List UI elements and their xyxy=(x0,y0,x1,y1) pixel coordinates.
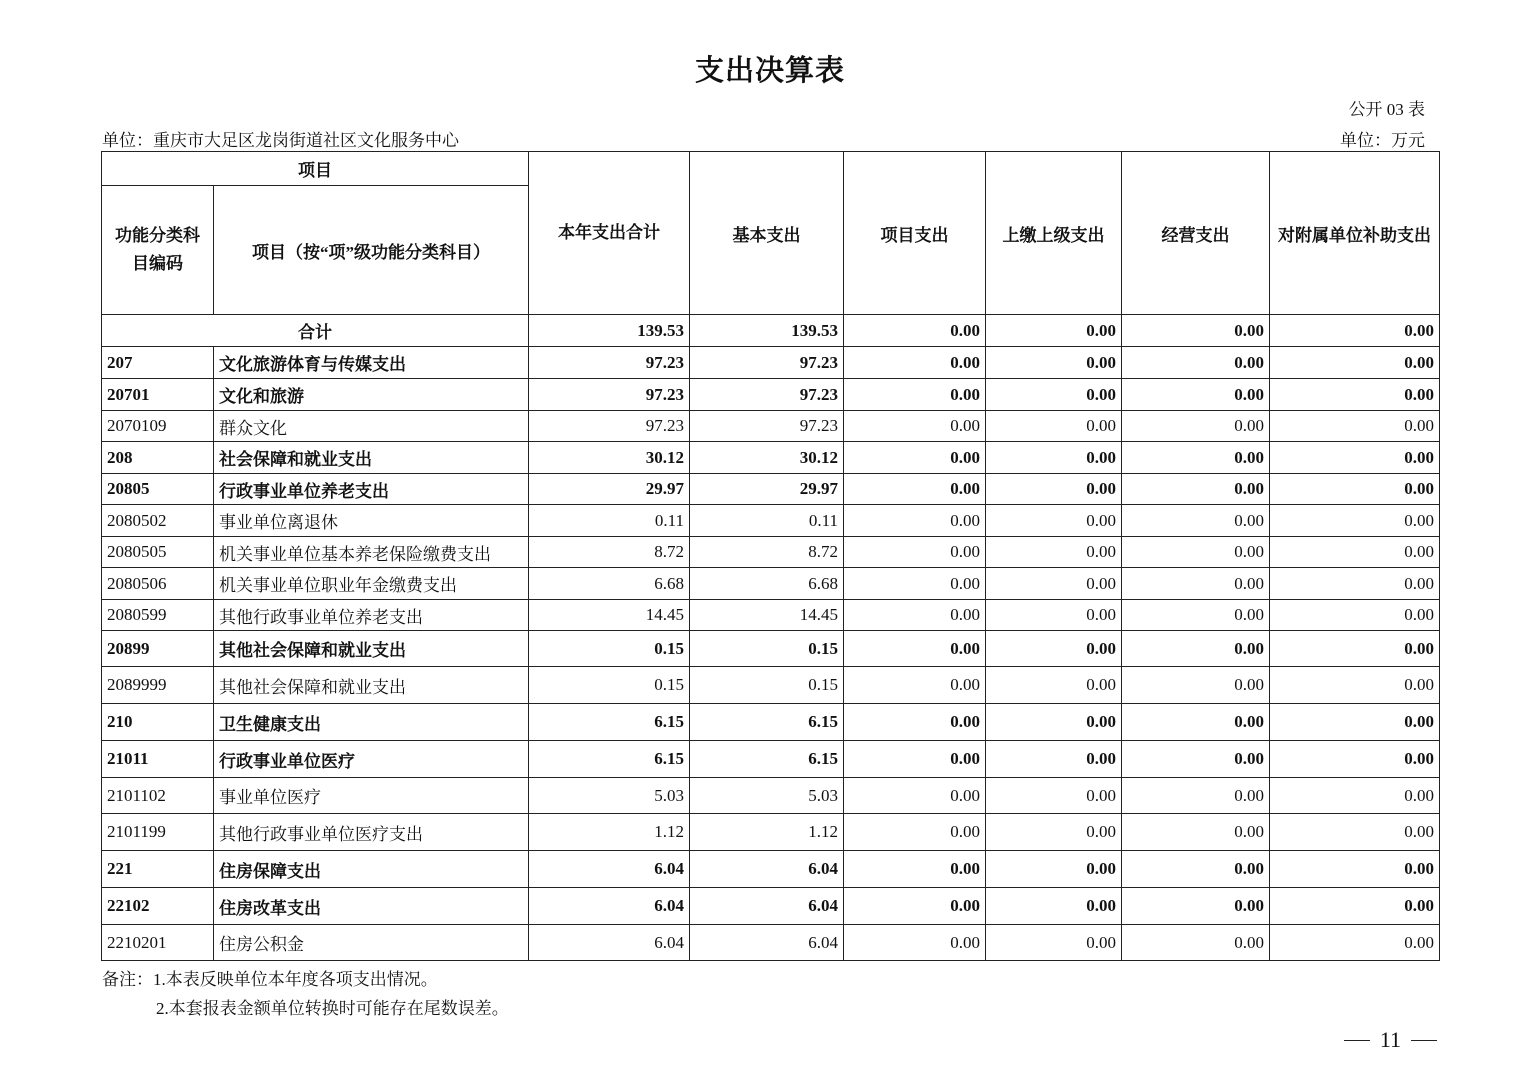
amount-cell: 1.12 xyxy=(529,814,690,851)
amount-cell: 0.00 xyxy=(1270,600,1440,631)
total-cell: 0.00 xyxy=(844,315,986,347)
header-basic-expenditure: 基本支出 xyxy=(690,152,844,315)
total-cell: 0.00 xyxy=(1270,315,1440,347)
currency-unit: 单位：万元 xyxy=(1340,131,1425,150)
amount-cell: 0.00 xyxy=(1270,442,1440,474)
amount-cell: 0.00 xyxy=(844,704,986,741)
amount-cell: 0.15 xyxy=(690,667,844,704)
amount-cell: 1.12 xyxy=(690,814,844,851)
amount-cell: 0.00 xyxy=(1270,631,1440,667)
amount-cell: 0.00 xyxy=(986,888,1122,925)
notes xyxy=(102,965,509,1023)
header-function-code: 功能分类科目编码 xyxy=(102,186,214,315)
amount-cell: 8.72 xyxy=(690,537,844,568)
expenditure-table xyxy=(101,151,1440,961)
amount-cell: 0.00 xyxy=(1122,442,1270,474)
amount-cell: 6.68 xyxy=(690,568,844,600)
amount-cell: 5.03 xyxy=(529,778,690,814)
amount-cell: 0.00 xyxy=(986,568,1122,600)
item-name-cell: 其他行政事业单位医疗支出 xyxy=(214,814,529,851)
amount-cell: 0.15 xyxy=(529,631,690,667)
amount-cell: 14.45 xyxy=(529,600,690,631)
total-cell: 0.00 xyxy=(1122,315,1270,347)
amount-cell: 0.00 xyxy=(1270,537,1440,568)
amount-cell: 0.00 xyxy=(1270,925,1440,961)
total-cell: 0.00 xyxy=(986,315,1122,347)
amount-cell: 0.00 xyxy=(844,505,986,537)
item-name-cell: 其他社会保障和就业支出 xyxy=(214,631,529,667)
table-row xyxy=(102,631,1440,667)
function-code-cell: 21011 xyxy=(102,741,214,778)
amount-cell: 0.00 xyxy=(986,778,1122,814)
amount-cell: 0.00 xyxy=(986,851,1122,888)
amount-cell: 6.15 xyxy=(529,741,690,778)
amount-cell: 29.97 xyxy=(529,474,690,505)
function-code-cell: 20899 xyxy=(102,631,214,667)
amount-cell: 6.04 xyxy=(529,925,690,961)
item-name-cell: 事业单位医疗 xyxy=(214,778,529,814)
amount-cell: 97.23 xyxy=(529,347,690,379)
amount-cell: 6.15 xyxy=(690,741,844,778)
amount-cell: 0.00 xyxy=(1270,778,1440,814)
form-number: 公开 03 表 xyxy=(1348,100,1425,119)
amount-cell: 30.12 xyxy=(529,442,690,474)
amount-cell: 0.00 xyxy=(1122,537,1270,568)
amount-cell: 0.00 xyxy=(986,474,1122,505)
amount-cell: 0.00 xyxy=(986,600,1122,631)
amount-cell: 6.04 xyxy=(690,925,844,961)
amount-cell: 0.00 xyxy=(1270,704,1440,741)
amount-cell: 0.00 xyxy=(844,778,986,814)
item-name-cell: 住房公积金 xyxy=(214,925,529,961)
header-project: 项目 xyxy=(102,152,529,186)
amount-cell: 0.11 xyxy=(529,505,690,537)
amount-cell: 0.00 xyxy=(844,888,986,925)
amount-cell: 6.04 xyxy=(529,888,690,925)
amount-cell: 0.00 xyxy=(844,537,986,568)
item-name-cell: 机关事业单位职业年金缴费支出 xyxy=(214,568,529,600)
item-name-cell: 文化旅游体育与传媒支出 xyxy=(214,347,529,379)
item-name-cell: 卫生健康支出 xyxy=(214,704,529,741)
item-name-cell: 其他行政事业单位养老支出 xyxy=(214,600,529,631)
amount-cell: 0.00 xyxy=(986,411,1122,442)
amount-cell: 5.03 xyxy=(690,778,844,814)
amount-cell: 0.00 xyxy=(986,347,1122,379)
amount-cell: 0.00 xyxy=(1270,568,1440,600)
amount-cell: 6.04 xyxy=(529,851,690,888)
page-title: 支出决算表 xyxy=(694,55,845,87)
amount-cell: 0.00 xyxy=(1122,888,1270,925)
amount-cell: 0.00 xyxy=(844,667,986,704)
function-code-cell: 2080599 xyxy=(102,600,214,631)
amount-cell: 6.15 xyxy=(690,704,844,741)
amount-cell: 0.00 xyxy=(1270,347,1440,379)
amount-cell: 6.15 xyxy=(529,704,690,741)
function-code-cell: 20805 xyxy=(102,474,214,505)
function-code-cell: 20701 xyxy=(102,379,214,411)
amount-cell: 0.15 xyxy=(690,631,844,667)
reporting-unit: 单位：重庆市大足区龙岗街道社区文化服务中心 xyxy=(102,131,459,150)
total-row xyxy=(102,315,1440,347)
amount-cell: 0.00 xyxy=(1270,667,1440,704)
dash-left xyxy=(1344,1040,1370,1041)
amount-cell: 0.00 xyxy=(1122,741,1270,778)
page-number-text: 11 xyxy=(1379,1027,1401,1052)
table-row xyxy=(102,814,1440,851)
table-row xyxy=(102,474,1440,505)
amount-cell: 97.23 xyxy=(529,411,690,442)
page-number xyxy=(1344,1027,1437,1053)
amount-cell: 0.00 xyxy=(986,379,1122,411)
amount-cell: 0.00 xyxy=(844,347,986,379)
amount-cell: 0.00 xyxy=(1122,474,1270,505)
dash-right xyxy=(1411,1040,1437,1041)
table-row xyxy=(102,925,1440,961)
function-code-cell: 2080502 xyxy=(102,505,214,537)
amount-cell: 0.00 xyxy=(986,442,1122,474)
amount-cell: 0.00 xyxy=(1122,814,1270,851)
function-code-cell: 221 xyxy=(102,851,214,888)
amount-cell: 0.00 xyxy=(1122,778,1270,814)
item-name-cell: 行政事业单位医疗 xyxy=(214,741,529,778)
amount-cell: 0.00 xyxy=(844,568,986,600)
item-name-cell: 其他社会保障和就业支出 xyxy=(214,667,529,704)
amount-cell: 0.00 xyxy=(1270,741,1440,778)
amount-cell: 6.68 xyxy=(529,568,690,600)
amount-cell: 0.00 xyxy=(1122,379,1270,411)
total-cell: 139.53 xyxy=(690,315,844,347)
amount-cell: 0.00 xyxy=(986,667,1122,704)
amount-cell: 0.00 xyxy=(986,631,1122,667)
amount-cell: 0.00 xyxy=(986,925,1122,961)
amount-cell: 0.00 xyxy=(1122,600,1270,631)
amount-cell: 0.00 xyxy=(844,600,986,631)
function-code-cell: 2080506 xyxy=(102,568,214,600)
function-code-cell: 22102 xyxy=(102,888,214,925)
amount-cell: 0.00 xyxy=(1122,704,1270,741)
amount-cell: 0.00 xyxy=(986,537,1122,568)
function-code-cell: 208 xyxy=(102,442,214,474)
amount-cell: 0.00 xyxy=(1270,411,1440,442)
amount-cell: 0.00 xyxy=(844,925,986,961)
table-row xyxy=(102,667,1440,704)
item-name-cell: 住房改革支出 xyxy=(214,888,529,925)
amount-cell: 0.00 xyxy=(986,704,1122,741)
total-cell: 139.53 xyxy=(529,315,690,347)
item-name-cell: 机关事业单位基本养老保险缴费支出 xyxy=(214,537,529,568)
function-code-cell: 2101199 xyxy=(102,814,214,851)
note-line-2: 2.本套报表金额单位转换时可能存在尾数误差。 xyxy=(156,999,509,1018)
table-body xyxy=(102,315,1440,961)
amount-cell: 6.04 xyxy=(690,888,844,925)
amount-cell: 0.00 xyxy=(1122,667,1270,704)
amount-cell: 97.23 xyxy=(690,411,844,442)
amount-cell: 0.00 xyxy=(844,851,986,888)
amount-cell: 97.23 xyxy=(690,347,844,379)
amount-cell: 0.00 xyxy=(1122,505,1270,537)
amount-cell: 0.00 xyxy=(1270,851,1440,888)
amount-cell: 0.15 xyxy=(529,667,690,704)
amount-cell: 0.00 xyxy=(986,741,1122,778)
header-subsidy-expenditure: 对附属单位补助支出 xyxy=(1270,152,1440,315)
note-line-1: 备注：1.本表反映单位本年度各项支出情况。 xyxy=(102,970,438,989)
amount-cell: 0.00 xyxy=(1270,814,1440,851)
amount-cell: 0.11 xyxy=(690,505,844,537)
amount-cell: 0.00 xyxy=(1270,505,1440,537)
table-row xyxy=(102,347,1440,379)
table-row xyxy=(102,778,1440,814)
amount-cell: 0.00 xyxy=(1122,631,1270,667)
amount-cell: 14.45 xyxy=(690,600,844,631)
table-row xyxy=(102,600,1440,631)
function-code-cell: 2080505 xyxy=(102,537,214,568)
item-name-cell: 群众文化 xyxy=(214,411,529,442)
amount-cell: 0.00 xyxy=(844,474,986,505)
amount-cell: 0.00 xyxy=(844,631,986,667)
table-row xyxy=(102,888,1440,925)
amount-cell: 0.00 xyxy=(986,814,1122,851)
table-row xyxy=(102,379,1440,411)
amount-cell: 30.12 xyxy=(690,442,844,474)
amount-cell: 8.72 xyxy=(529,537,690,568)
amount-cell: 0.00 xyxy=(844,442,986,474)
total-label: 合计 xyxy=(102,315,529,347)
amount-cell: 0.00 xyxy=(844,741,986,778)
function-code-cell: 2210201 xyxy=(102,925,214,961)
header-item-name: 项目（按“项”级功能分类科目） xyxy=(214,186,529,315)
function-code-cell: 2101102 xyxy=(102,778,214,814)
amount-cell: 0.00 xyxy=(1122,925,1270,961)
table-row xyxy=(102,851,1440,888)
table-row xyxy=(102,442,1440,474)
amount-cell: 97.23 xyxy=(529,379,690,411)
amount-cell: 0.00 xyxy=(844,814,986,851)
item-name-cell: 事业单位离退休 xyxy=(214,505,529,537)
header-project-expenditure: 项目支出 xyxy=(844,152,986,315)
header-total-expenditure: 本年支出合计 xyxy=(529,152,690,315)
function-code-cell: 2089999 xyxy=(102,667,214,704)
amount-cell: 0.00 xyxy=(1122,851,1270,888)
function-code-cell: 210 xyxy=(102,704,214,741)
amount-cell: 0.00 xyxy=(844,411,986,442)
amount-cell: 0.00 xyxy=(1270,379,1440,411)
function-code-cell: 2070109 xyxy=(102,411,214,442)
table-row xyxy=(102,568,1440,600)
amount-cell: 6.04 xyxy=(690,851,844,888)
item-name-cell: 社会保障和就业支出 xyxy=(214,442,529,474)
amount-cell: 0.00 xyxy=(1122,347,1270,379)
amount-cell: 0.00 xyxy=(986,505,1122,537)
amount-cell: 0.00 xyxy=(1270,474,1440,505)
amount-cell: 97.23 xyxy=(690,379,844,411)
table-row xyxy=(102,411,1440,442)
amount-cell: 0.00 xyxy=(1122,568,1270,600)
header-upper-remittance: 上缴上级支出 xyxy=(986,152,1122,315)
table-row xyxy=(102,704,1440,741)
item-name-cell: 文化和旅游 xyxy=(214,379,529,411)
amount-cell: 0.00 xyxy=(1270,888,1440,925)
item-name-cell: 行政事业单位养老支出 xyxy=(214,474,529,505)
amount-cell: 0.00 xyxy=(1122,411,1270,442)
table-row xyxy=(102,537,1440,568)
item-name-cell: 住房保障支出 xyxy=(214,851,529,888)
table-row xyxy=(102,505,1440,537)
header-business-expenditure: 经营支出 xyxy=(1122,152,1270,315)
function-code-cell: 207 xyxy=(102,347,214,379)
table-row xyxy=(102,741,1440,778)
amount-cell: 29.97 xyxy=(690,474,844,505)
amount-cell: 0.00 xyxy=(844,379,986,411)
